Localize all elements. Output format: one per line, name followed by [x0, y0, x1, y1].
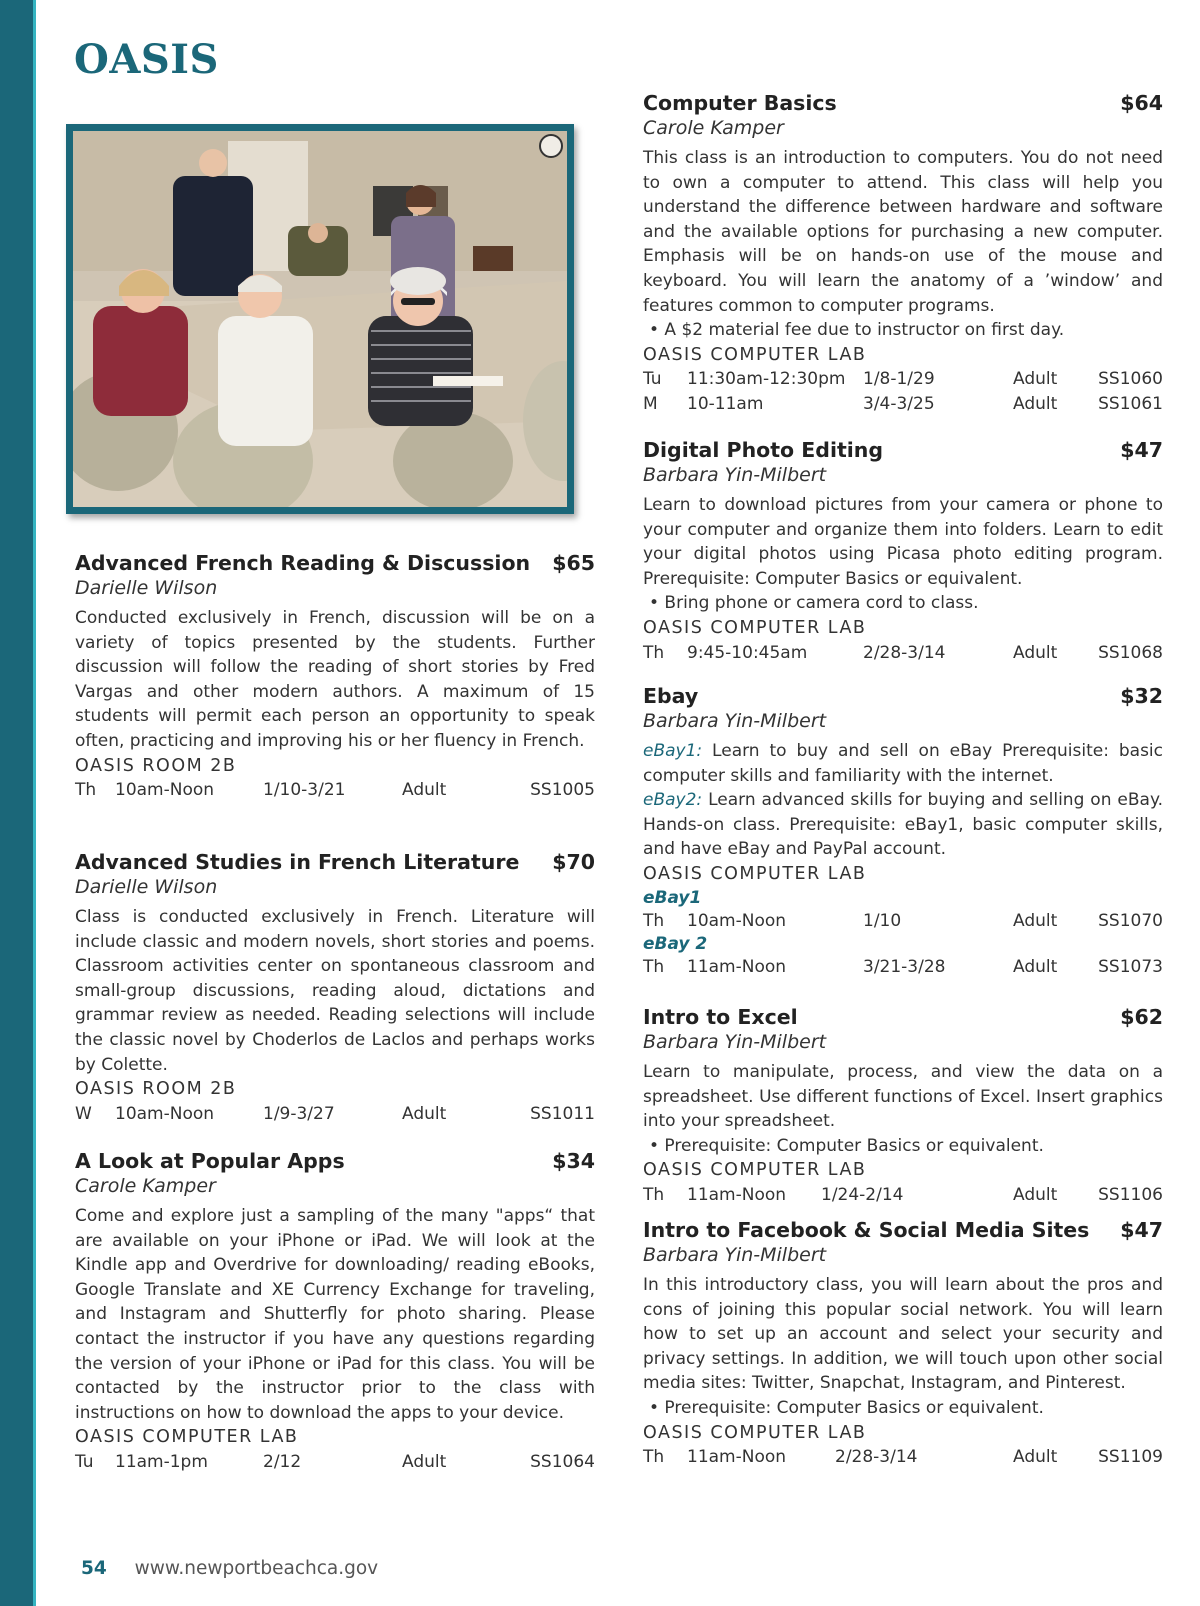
session-dates: 3/4-3/25	[863, 393, 935, 414]
session-day: Tu	[75, 1451, 94, 1472]
session-code: SS1068	[1098, 642, 1163, 663]
session-dates: 2/28-3/14	[863, 642, 946, 663]
course-price: $34	[552, 1149, 595, 1173]
course-description: Come and explore just a sampling of the many "apps“ that are available on your iPhone or iPad. We will look at the Kindle app and Overdrive for downloading/ reading eBooks, Google Translate and XE Currency Exchange for traveling, and Instagram and Shutterfly for photo sharing. Please contact the instructor if you have any questions regarding the version of your iPhone or iPad for this class. You will be contacted by the instructor prior to the class with instructions on how to download the apps to your device.	[75, 1206, 595, 1423]
instructor-name: Barbara Yin-Milbert	[643, 1031, 827, 1053]
instructor-name: Barbara Yin-Milbert	[643, 464, 827, 486]
course-description: Learn to download pictures from your camera or phone to your computer and organize them into folders. Learn to edit your digital photos using Picasa photo editing program. Prerequisite: Computer Basics or equivalent.	[643, 495, 1163, 589]
session-age: Adult	[402, 1103, 447, 1124]
course-description-ebay1	[643, 739, 1163, 788]
course-ebay	[643, 683, 1163, 980]
session-day: Th	[643, 910, 665, 931]
course-title: Advanced French Reading & Discussion	[75, 551, 531, 575]
course-description: Class is conducted exclusively in French. Literature will include classic and modern novels, short stories and poems. Classroom activities center on spontaneous classroom and small-group discussions, reading aloud, dictations and grammar review as needed. Reading selections will include the classic novel by Choderlos de Laclos and perhaps works by Colette.	[75, 907, 595, 1075]
course-intro-facebook	[643, 1217, 1163, 1470]
ebay2-label: eBay2:	[643, 790, 703, 811]
instructor-name: Darielle Wilson	[75, 577, 218, 599]
course-location: OASIS COMPUTER LAB	[643, 1160, 867, 1181]
course-location: OASIS COMPUTER LAB	[75, 1427, 299, 1448]
session-day: Tu	[643, 369, 662, 390]
session-dates: 1/10	[863, 910, 902, 931]
course-heading	[643, 90, 1163, 116]
session-row	[643, 1183, 1163, 1208]
course-description: Learn to manipulate, process, and view the data on a spreadsheet. Use different functions of Excel. Insert graphics into your spreadsheet.	[643, 1062, 1163, 1132]
course-description-ebay2	[643, 788, 1163, 862]
section-title: OASIS	[74, 36, 219, 83]
session-code: SS1061	[1098, 393, 1163, 414]
session-row	[75, 1102, 595, 1127]
class-photo	[66, 124, 574, 514]
session-day: Th	[643, 1447, 665, 1468]
session-row	[643, 392, 1163, 417]
course-location: OASIS ROOM 2B	[75, 755, 237, 776]
session-day: Th	[643, 1184, 665, 1205]
session-row	[643, 641, 1163, 666]
session-day: M	[643, 393, 658, 414]
course-price: $62	[1120, 1005, 1163, 1029]
course-intro-excel	[643, 1004, 1163, 1208]
session-label-ebay2: eBay 2	[643, 934, 708, 955]
session-day: W	[75, 1103, 92, 1124]
course-location: OASIS COMPUTER LAB	[643, 1422, 867, 1443]
course-description: This class is an introduction to computers. You do not need to own a computer to attend. This class will help you understand the difference between hardware and software and the available options for purchasing a new computer. Emphasis will be on hands-on use of the mouse and keyboard. You will learn the anatomy of a ’window’ and features common to computer programs.	[643, 148, 1163, 316]
session-code: SS1073	[1098, 957, 1163, 978]
course-title: Advanced Studies in French Literature	[75, 850, 520, 874]
session-label-ebay1: eBay1	[643, 887, 702, 908]
session-code: SS1109	[1098, 1447, 1163, 1468]
instructor-name: Carole Kamper	[75, 1175, 216, 1197]
course-description: Conducted exclusively in French, discussion will be on a variety of topics presented by the students. Further discussion will follow the reading of short stories by Fred Vargas and other modern authors. A maximum of 15 students will permit each person an opportunity to speak often, practicing and improving his or her fluency in French.	[75, 608, 595, 751]
session-time: 9:45-10:45am	[687, 642, 808, 663]
session-time: 11am-Noon	[687, 957, 787, 978]
course-note: • A $2 material fee due to instructor on first day.	[649, 320, 1065, 341]
session-code: SS1106	[1098, 1184, 1163, 1205]
sidebar-accent-line	[33, 0, 36, 1606]
session-code: SS1060	[1098, 369, 1163, 390]
session-day: Th	[643, 642, 665, 663]
course-price: $32	[1120, 684, 1163, 708]
course-heading	[643, 1217, 1163, 1243]
session-code: SS1064	[530, 1451, 595, 1472]
course-advanced-french-literature	[75, 849, 595, 1126]
course-title: Intro to Excel	[643, 1005, 798, 1029]
session-dates: 2/28-3/14	[835, 1447, 918, 1468]
instructor-name: Barbara Yin-Milbert	[643, 710, 827, 732]
course-digital-photo-editing	[643, 437, 1163, 665]
course-heading	[643, 437, 1163, 463]
course-title: Computer Basics	[643, 91, 837, 115]
session-code: SS1011	[530, 1103, 595, 1124]
session-time: 10am-Noon	[687, 910, 787, 931]
course-price: $64	[1120, 91, 1163, 115]
course-price: $65	[552, 551, 595, 575]
session-age: Adult	[1013, 642, 1058, 663]
course-heading	[75, 1148, 595, 1174]
session-time: 11am-Noon	[687, 1447, 787, 1468]
course-heading	[643, 1004, 1163, 1030]
course-computer-basics	[643, 90, 1163, 417]
session-time: 11:30am-12:30pm	[687, 369, 846, 390]
course-title: Ebay	[643, 684, 699, 708]
session-code: SS1005	[530, 780, 595, 801]
session-code: SS1070	[1098, 910, 1163, 931]
session-time: 11am-1pm	[115, 1451, 208, 1472]
session-time: 11am-Noon	[687, 1184, 787, 1205]
course-heading	[75, 849, 595, 875]
session-row	[75, 778, 595, 803]
session-dates: 3/21-3/28	[863, 957, 946, 978]
session-day: Th	[75, 780, 97, 801]
page-footer	[81, 1558, 378, 1579]
course-price: $47	[1120, 438, 1163, 462]
course-price: $47	[1120, 1218, 1163, 1242]
instructor-name: Carole Kamper	[643, 117, 784, 139]
course-price: $70	[552, 850, 595, 874]
session-row	[75, 1450, 595, 1475]
session-age: Adult	[1013, 369, 1058, 390]
session-row	[643, 955, 1163, 980]
page-number: 54	[81, 1558, 107, 1579]
course-note: • Prerequisite: Computer Basics or equivalent.	[649, 1397, 1044, 1418]
session-age: Adult	[1013, 393, 1058, 414]
session-time: 10-11am	[687, 393, 764, 414]
sidebar-band	[0, 0, 33, 1606]
course-location: OASIS COMPUTER LAB	[643, 863, 867, 884]
course-location: OASIS COMPUTER LAB	[643, 344, 867, 365]
session-dates: 1/8-1/29	[863, 369, 935, 390]
course-note: • Prerequisite: Computer Basics or equivalent.	[649, 1135, 1044, 1156]
session-dates: 1/10-3/21	[263, 780, 346, 801]
session-age: Adult	[1013, 957, 1058, 978]
session-dates: 1/24-2/14	[821, 1184, 904, 1205]
ebay2-text: Learn advanced skills for buying and selling on eBay. Hands-on class. Prerequisite: eBay1, basic computer skills, and have eBay and PayPal account.	[643, 790, 1163, 860]
session-age: Adult	[402, 1451, 447, 1472]
instructor-name: Darielle Wilson	[75, 876, 218, 898]
session-row	[643, 909, 1163, 934]
session-row	[643, 367, 1163, 392]
course-title: A Look at Popular Apps	[75, 1149, 345, 1173]
session-age: Adult	[1013, 1447, 1058, 1468]
website-link[interactable]: www.newportbeachca.gov	[134, 1558, 379, 1579]
session-day: Th	[643, 957, 665, 978]
session-time: 10am-Noon	[115, 780, 215, 801]
session-age: Adult	[1013, 1184, 1058, 1205]
session-dates: 1/9-3/27	[263, 1103, 335, 1124]
session-dates: 2/12	[263, 1451, 302, 1472]
session-time: 10am-Noon	[115, 1103, 215, 1124]
course-description: In this introductory class, you will learn about the pros and cons of joining this popular social network. You will learn how to set up an account and select your security and privacy settings. In addition, we will touch upon other social media sites: Twitter, Snapchat, Instagram, and Pinterest.	[643, 1275, 1163, 1394]
instructor-name: Barbara Yin-Milbert	[643, 1244, 827, 1266]
ebay1-text: Learn to buy and sell on eBay Prerequisite: basic computer skills and familiarity with the internet.	[643, 741, 1163, 786]
course-location: OASIS COMPUTER LAB	[643, 617, 867, 638]
class-photo-illustration	[73, 131, 567, 507]
course-note: • Bring phone or camera cord to class.	[649, 593, 979, 614]
course-title: Intro to Facebook & Social Media Sites	[643, 1218, 1090, 1242]
course-heading	[643, 683, 1163, 709]
course-title: Digital Photo Editing	[643, 438, 884, 462]
session-age: Adult	[1013, 910, 1058, 931]
course-advanced-french-reading	[75, 550, 595, 803]
course-heading	[75, 550, 595, 576]
session-age: Adult	[402, 780, 447, 801]
session-row	[643, 1445, 1163, 1470]
course-location: OASIS ROOM 2B	[75, 1079, 237, 1100]
course-popular-apps	[75, 1148, 595, 1475]
ebay1-label: eBay1:	[643, 741, 703, 761]
